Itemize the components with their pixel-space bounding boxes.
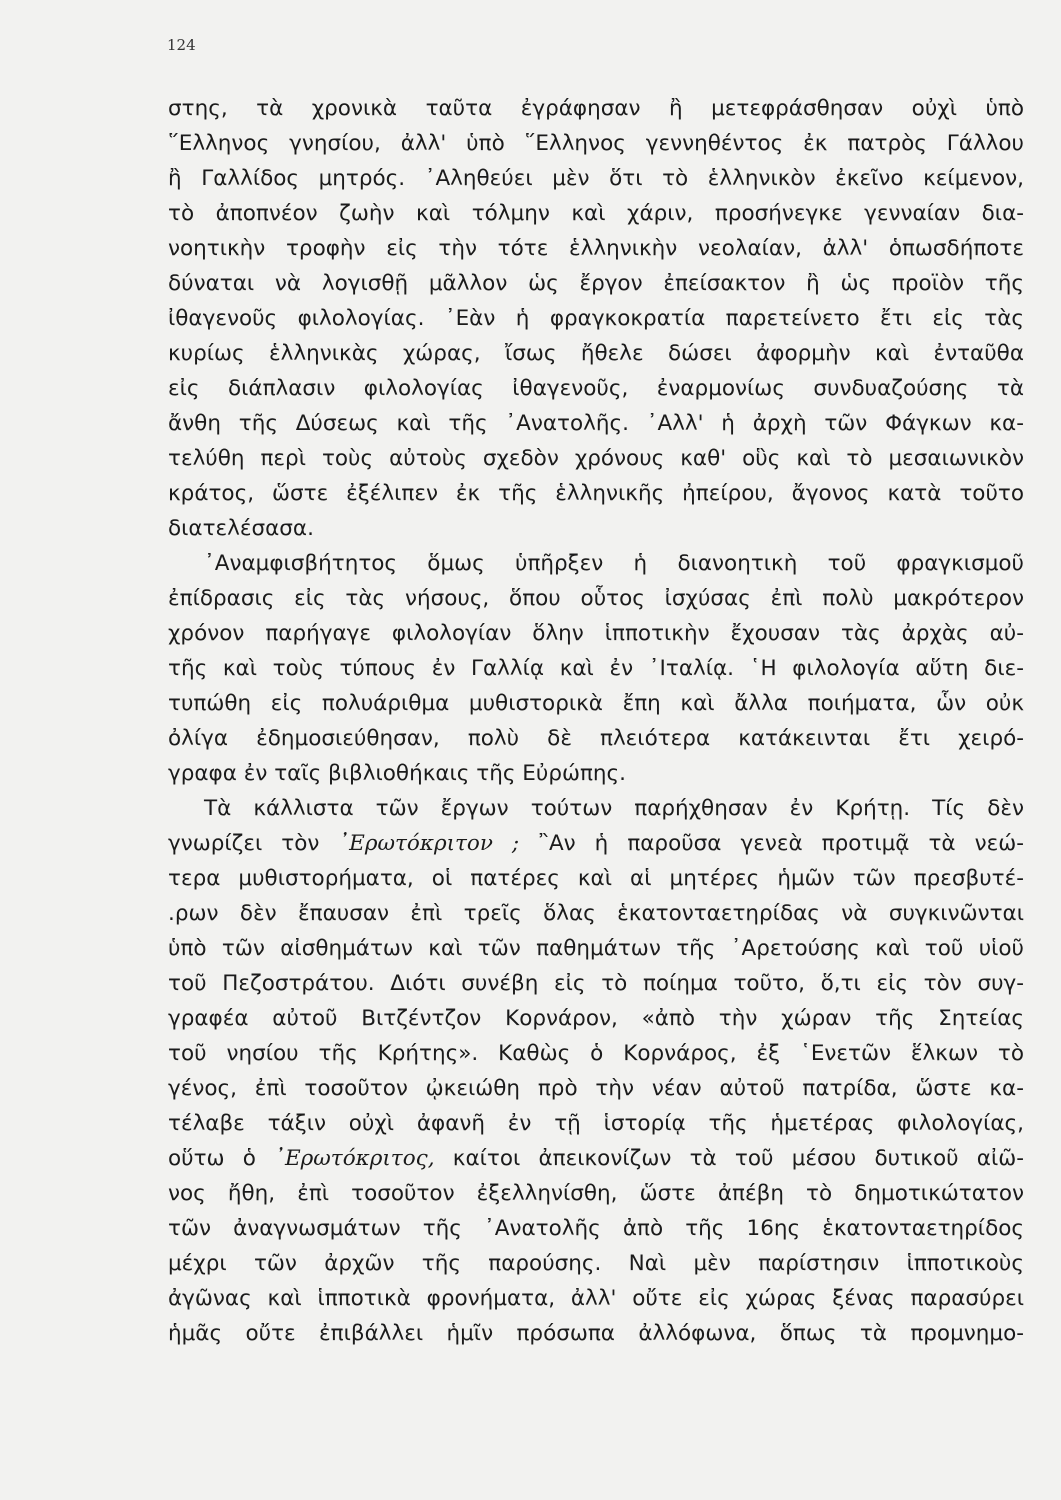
text-line: τέλαβε τάξιν οὐχὶ ἀφανῆ ἐν τῇ ἱστορίᾳ τῆς ἡμετέρας φιλολογίας, — [168, 1111, 1024, 1136]
text-line: ὀλίγα ἐδημοσιεύθησαν, πολὺ δὲ πλειότερα κατάκεινται ἔτι χειρό- — [168, 726, 1024, 751]
text-line: νοητικὴν τροφὴν εἰς τὴν τότε ἑλληνικὴν νεολαίαν, ἀλλ' ὁπωσδήποτε — [168, 236, 1024, 261]
text-line: ἰθαγενοῦς φιλολογίας. ᾿Εὰν ἡ φραγκοκρατία παρετείνετο ἔτι εἰς τὰς — [168, 306, 1024, 331]
text-line: ἡμᾶς οὔτε ἐπιβάλλει ἡμῖν πρόσωπα ἀλλόφωνα, ὅπως τὰ προμνημο- — [168, 1321, 1024, 1346]
text-line-with-title — [168, 1144, 1024, 1174]
text-line: ῞Ελληνος γνησίου, ἀλλ' ὑπὸ ῞Ελληνος γεννηθέντος ἐκ πατρὸς Γάλλου — [168, 131, 1024, 156]
text-segment: καίτοι ἀπεικονίζων τὰ τοῦ μέσου δυτικοῦ αἰῶ- — [434, 1146, 1024, 1171]
text-line: χρόνον παρήγαγε φιλολογίαν ὅλην ἱπποτικὴν ἔχουσαν τὰς ἀρχὰς αὐ- — [168, 621, 1024, 646]
text-line: κράτος, ὥστε ἐξέλιπεν ἐκ τῆς ἑλληνικῆς ἠπείρου, ἄγονος κατὰ τοῦτο — [168, 481, 1024, 506]
text-line: ἢ Γαλλίδος μητρός. ᾿Αληθεύει μὲν ὅτι τὸ ἑλληνικὸν ἐκεῖνο κείμενον, — [168, 166, 1024, 191]
text-segment: γνωρίζει τὸν — [168, 831, 339, 856]
text-line: εἰς διάπλασιν φιλολογίας ἰθαγενοῦς, ἐναρμονίως συνδυαζούσης τὰ — [168, 376, 1024, 401]
text-line-with-title — [168, 829, 1024, 859]
work-title-italic: ᾿Ερωτόκριτον ; — [338, 831, 520, 856]
text-line: τυπώθη εἰς πολυάριθμα μυθιστορικὰ ἔπη καὶ ἄλλα ποιήματα, ὧν οὐκ — [168, 691, 1024, 716]
text-line: τελύθη περὶ τοὺς αὐτοὺς σχεδὸν χρόνους καθ' οὓς καὶ τὸ μεσαιωνικὸν — [168, 446, 1024, 471]
text-segment: ῍Αν ἡ παροῦσα γενεὰ προτιμᾷ τὰ νεώ- — [519, 831, 1024, 856]
text-line: τὸ ἀποπνέον ζωὴν καὶ τόλμην καὶ χάριν, προσήνεγκε γενναίαν δια- — [168, 201, 1024, 226]
text-line: μέχρι τῶν ἀρχῶν τῆς παρούσης. Ναὶ μὲν παρίστησιν ἱπποτικοὺς — [168, 1251, 1024, 1276]
text-line: δύναται νὰ λογισθῇ μᾶλλον ὡς ἔργον ἐπείσακτον ἢ ὡς προϊὸν τῆς — [168, 271, 1024, 296]
text-line: κυρίως ἑλληνικὰς χώρας, ἴσως ἤθελε δώσει ἀφορμὴν καὶ ἐνταῦθα — [168, 341, 1024, 366]
text-line: νος ἤθη, ἐπὶ τοσοῦτον ἐξελληνίσθη, ὥστε ἀπέβη τὸ δημοτικώτατον — [168, 1181, 1024, 1206]
text-line: τοῦ νησίου τῆς Κρήτης». Καθὼς ὁ Κορνάρος, ἐξ ῾Ενετῶν ἕλκων τὸ — [168, 1041, 1024, 1066]
text-line: ἐπίδρασις εἰς τὰς νήσους, ὅπου οὗτος ἰσχύσας ἐπὶ πολὺ μακρότερον — [168, 586, 1024, 611]
paragraph-first-line: ᾿Αναμφισβήτητος ὅμως ὑπῆρξεν ἡ διανοητικὴ τοῦ φραγκισμοῦ — [204, 551, 1024, 576]
text-line: διατελέσασα. — [168, 516, 314, 541]
text-line: γραφα ἐν ταῖς βιβλιοθήκαις τῆς Εὐρώπης. — [168, 761, 626, 786]
text-line: ἀγῶνας καὶ ἱπποτικὰ φρονήματα, ἀλλ' οὔτε εἰς χώρας ξένας παρασύρει — [168, 1286, 1024, 1311]
text-line: στης, τὰ χρονικὰ ταῦτα ἐγράφησαν ἢ μετεφράσθησαν οὐχὶ ὑπὸ — [168, 96, 1024, 121]
page-number: 124 — [167, 36, 196, 54]
paragraph-first-line: Τὰ κάλλιστα τῶν ἔργων τούτων παρήχθησαν ἐν Κρήτῃ. Τίς δὲν — [204, 796, 1024, 821]
text-segment: οὕτω ὁ — [168, 1146, 275, 1171]
work-title-italic: ᾿Ερωτόκριτος, — [274, 1146, 435, 1171]
text-line: τερα μυθιστορήματα, οἱ πατέρες καὶ αἱ μητέρες ἡμῶν τῶν πρεσβυτέ- — [168, 866, 1024, 891]
text-line: τῆς καὶ τοὺς τύπους ἐν Γαλλίᾳ καὶ ἐν ᾿Ιταλίᾳ. ῾Η φιλολογία αὕτη διε- — [168, 656, 1024, 681]
text-line: τοῦ Πεζοστράτου. Διότι συνέβη εἰς τὸ ποίημα τοῦτο, ὅ,τι εἰς τὸν συγ- — [168, 971, 1024, 996]
text-line: ὑπὸ τῶν αἰσθημάτων καὶ τῶν παθημάτων τῆς ᾿Αρετούσης καὶ τοῦ υἱοῦ — [168, 936, 1024, 961]
text-line: ἄνθη τῆς Δύσεως καὶ τῆς ᾿Ανατολῆς. ᾿Αλλ' ἡ ἀρχὴ τῶν Φάγκων κα- — [168, 411, 1024, 436]
text-line: γραφέα αὐτοῦ Βιτζέντζον Κορνάρον, «ἀπὸ τὴν χώραν τῆς Σητείας — [168, 1006, 1024, 1031]
text-line: γένος, ἐπὶ τοσοῦτον ᾠκειώθη πρὸ τὴν νέαν αὐτοῦ πατρίδα, ὥστε κα- — [168, 1076, 1024, 1101]
text-line: .ρων δὲν ἔπαυσαν ἐπὶ τρεῖς ὅλας ἑκατονταετηρίδας νὰ συγκινῶνται — [168, 901, 1024, 926]
text-line: τῶν ἀναγνωσμάτων τῆς ᾿Ανατολῆς ἀπὸ τῆς 16ης ἑκατονταετηρίδος — [168, 1216, 1024, 1241]
